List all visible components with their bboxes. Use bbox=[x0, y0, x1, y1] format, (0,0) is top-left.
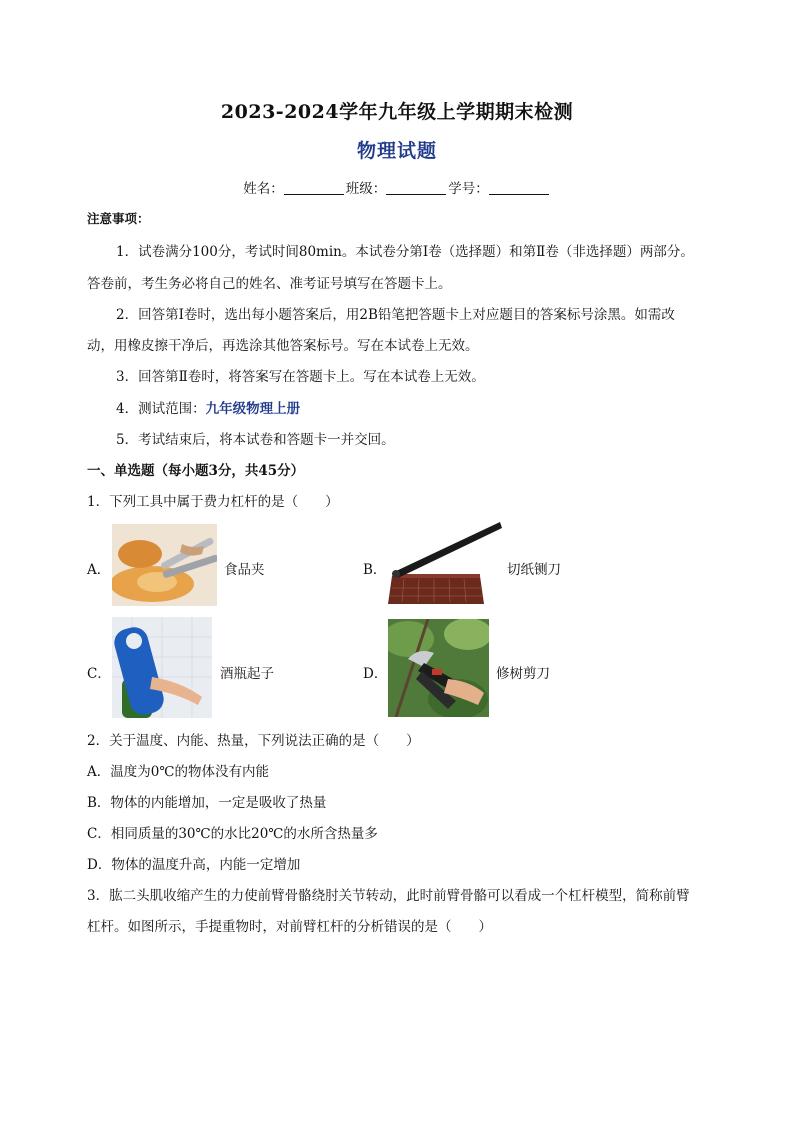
q2-option-d: D．物体的温度升高，内能一定增加 bbox=[87, 857, 301, 873]
note-4-range: 九年级物理上册 bbox=[205, 401, 301, 417]
note-1b: 答卷前，考生务必将自己的姓名、准考证号填写在答题卡上。 bbox=[87, 276, 452, 292]
section-heading: 一、单选题（每小题3分，共45分） bbox=[87, 463, 305, 479]
name-label: 姓名： bbox=[243, 181, 284, 197]
q1-option-c-label: 酒瓶起子 bbox=[220, 666, 274, 682]
note-2b: 动，用橡皮擦干净后，再选涂其他答案标号。写在本试卷上无效。 bbox=[87, 338, 479, 354]
id-blank[interactable] bbox=[489, 180, 549, 195]
q3-stem-line1: 3．肱二头肌收缩产生的力使前臂骨骼绕肘关节转动，此时前臂骨骼可以看成一个杠杆模型，简称前臂 bbox=[87, 888, 690, 904]
q1-stem: 1．下列工具中属于费力杠杆的是（ ） bbox=[87, 494, 339, 510]
q1-option-b-label: 切纸铡刀 bbox=[507, 562, 561, 578]
paper-cutter-image bbox=[384, 516, 502, 606]
class-label: 班级： bbox=[345, 181, 387, 197]
q2-option-a: A．温度为0℃的物体没有内能 bbox=[87, 764, 269, 780]
q2-option-b: B．物体的内能增加，一定是吸收了热量 bbox=[87, 795, 327, 811]
pruning-shears-image bbox=[388, 619, 489, 717]
q1-option-d-letter: D． bbox=[363, 666, 388, 682]
name-blank[interactable] bbox=[284, 180, 344, 195]
q1-option-c-letter: C． bbox=[87, 666, 111, 682]
note-2a: 2．回答第Ⅰ卷时，选出每小题答案后，用2B铅笔把答题卡上对应题目的答案标号涂黑。如需改 bbox=[116, 307, 675, 323]
bottle-opener-image bbox=[112, 617, 212, 718]
note-5: 5．考试结束后，将本试卷和答题卡一并交回。 bbox=[116, 432, 395, 448]
id-label: 学号： bbox=[448, 181, 489, 197]
student-info-row bbox=[0, 177, 794, 197]
q1-option-b-letter: B． bbox=[363, 562, 387, 578]
notes-heading: 注意事项： bbox=[87, 211, 150, 226]
exam-subtitle: 物理试题 bbox=[356, 140, 437, 162]
note-4-prefix: 4．测试范围： bbox=[116, 401, 206, 417]
q1-option-a-label: 食品夹 bbox=[224, 562, 265, 578]
note-1a: 1．试卷满分100分，考试时间80min。本试卷分第Ⅰ卷（选择题）和第Ⅱ卷（非选择题）两部分。 bbox=[116, 244, 694, 260]
food-tongs-image bbox=[112, 524, 217, 606]
note-4 bbox=[116, 397, 300, 417]
q3-stem-line2: 杠杆。如图所示，手提重物时，对前臂杠杆的分析错误的是（ ） bbox=[87, 919, 492, 935]
q2-option-c: C．相同质量的30℃的水比20℃的水所含热量多 bbox=[87, 826, 378, 842]
note-3: 3．回答第Ⅱ卷时，将答案写在答题卡上。写在本试卷上无效。 bbox=[116, 369, 485, 385]
class-blank[interactable] bbox=[386, 180, 446, 195]
exam-title: 2023-2024学年九年级上学期期末检测 bbox=[220, 101, 574, 123]
q2-stem: 2．关于温度、内能、热量，下列说法正确的是（ ） bbox=[87, 733, 420, 749]
q1-option-a-letter: A． bbox=[87, 562, 111, 578]
q1-option-d-label: 修树剪刀 bbox=[496, 666, 550, 682]
